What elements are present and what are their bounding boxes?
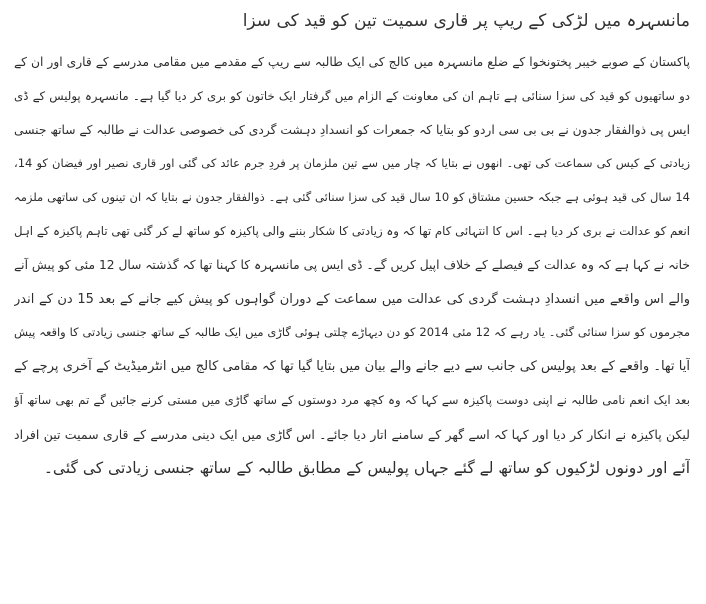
- article-line: دو ساتھیوں کو قید کی سزا سنائی ہے تاہم ان کی معاونت کے الزام میں گرفتار ایک خاتون کو بری کر دیا گیا ہے۔ مانسہرہ پولیس کے ڈی: [14, 88, 690, 103]
- article-line: آیا تھا۔ واقعے کے بعد پولیس کی جانب سے دیے جانے والے بیان میں بتایا گیا تھا کہ مقامی کالج میں انٹرمیڈیٹ کے آخری پرچے کے: [14, 359, 690, 375]
- article-line: پاکستان کے صوبے خیبر پختونخوا کے ضلع مانسہرہ میں کالج کی ایک طالبہ سے ریپ کے مقدمے میں مقامی مدرسے کے قاری اور ان کے: [14, 55, 690, 69]
- article-line: آئے اور دونوں لڑکیوں کو ساتھ لے گئے جہاں پولیس کے مطابق طالبہ کے ساتھ جنسی زیادتی کی گئی۔: [43, 458, 690, 477]
- article-line: مجرموں کو سزا سنائی گئی۔ یاد رہے کہ 12 مئی 2014 کو دن دیہاڑے چلتی ہوئی گاڑی میں ایک طالبہ کے ساتھ جنسی زیادتی کا واقعہ پیش: [14, 325, 690, 340]
- article-line: بعد ایک انعم نامی طالبہ نے اپنی دوست پاکیزہ سے کہا کہ وہ کچھ مرد دوستوں کے ساتھ گاڑی میں مستی کرنے جائیں گے تم بھی ساتھ آؤ: [14, 392, 690, 407]
- article-body: [14, 46, 690, 485]
- article-line: والے اس واقعے میں انسدادِ دہشت گردی کی عدالت میں سماعت کے دوران گواہوں کو پیش کیے جانے کے بعد 15 دن کے اندر: [14, 291, 690, 307]
- article-line: 14 سال کی قید ہوئی ہے جبکہ حسین مشتاق کو 10 سال قید کی سزا سنائی گئی ہے۔ ذوالفقار جدون نے بتایا کہ ان تینوں کی ساتھی ملزمہ: [14, 190, 690, 205]
- article-line: زیادتی کے کیس کی سماعت کی تھی۔ انھوں نے بتایا کہ چار میں سے تین ملزمان پر فردِ جرم عائد کی گئی اور قاری نصیر اور فیضان کو 14،: [14, 156, 690, 171]
- article-headline: مانسہرہ میں لڑکی کے ریپ پر قاری سمیت تین کو قید کی سزا: [242, 11, 690, 31]
- article-line: ایس پی ذوالفقار جدون نے بی بی سی اردو کو بتایا کہ جمعرات کو انسدادِ دہشت گردی کی خصوصی عدالت نے طالبہ کے ساتھ جنسی: [14, 122, 690, 137]
- article-line: لیکن پاکیزہ نے انکار کر دیا اور کہا کہ اسے گھر کے سامنے اتار دیا جائے۔ اس گاڑی میں ایک دینی مدرسے کے قاری سمیت تین افراد: [14, 426, 690, 442]
- article-line: خانہ نے کہا ہے کہ وہ عدالت کے فیصلے کے خلاف اپیل کریں گے۔ ڈی ایس پی مانسہرہ کا کہنا تھا کہ گذشتہ سال 12 مئی کو پیش آنے: [14, 257, 690, 272]
- article-line: انعم کو عدالت نے بری کر دیا ہے۔ اس کا انتہائی کام تھا کہ وہ زیادتی کا شکار بننے والی پاکیزہ کو ساتھ لے کر گئی تھی تاہم پاکیزہ کے اہل: [14, 223, 690, 238]
